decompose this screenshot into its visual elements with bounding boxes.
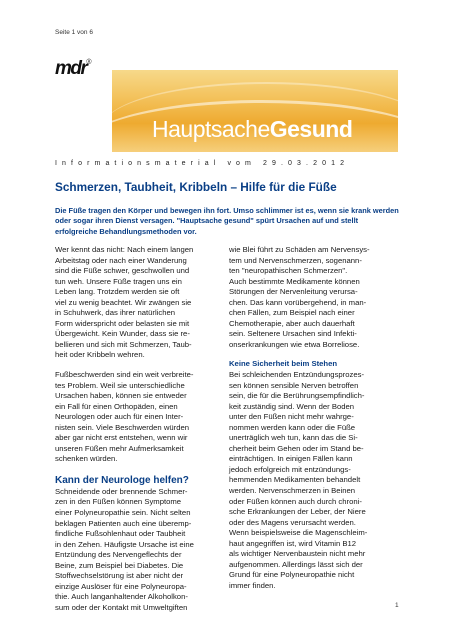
text-line: findliche Fußsohlenhaut oder Taubheit <box>55 529 186 539</box>
text-line: werden. Nervenschmerzen in Beinen <box>229 486 356 496</box>
text-line: Schneidende oder brennende Schmer- <box>55 486 188 496</box>
logo-registered-symbol: ® <box>86 59 92 66</box>
article-headline: Schmerzen, Taubheit, Kribbeln – Hilfe für die Füße <box>55 180 337 194</box>
mdr-logo <box>55 59 110 79</box>
text-line: unerträglich weh tun, kann das die Si- <box>229 433 358 443</box>
article-lead: Die Füße tragen den Körper und bewegen ihn fort. Umso schlimmer ist es, wenn sie krank werden oder sogar ihren Dienst versagen. "Hauptsache gesund" spürt Ursachen auf und stellt erfolgreiche Behandlungsmethoden vor. <box>55 206 399 236</box>
text-line: sche Erkrankungen der Leber, der Niere <box>229 507 366 517</box>
text-line: Auch bestimmte Medikamente können <box>229 276 360 286</box>
text-line: jedoch erfolgreich mit entzündungs- <box>229 464 351 474</box>
left-paragraph-2 <box>55 370 223 465</box>
text-line: Beine, zum Beispiel bei Diabetes. Die <box>55 560 184 570</box>
text-line: wie Blei führt zu Schäden am Nervensys- <box>229 245 370 254</box>
right-column <box>229 245 401 601</box>
text-line: Neurologen oder auch für einen Inter- <box>55 412 184 422</box>
text-line: cherheit beim Gehen oder im Stand be- <box>229 443 364 453</box>
hauptsache-gesund-banner <box>112 70 398 152</box>
banner-title <box>152 116 352 143</box>
text-line: immer finden. <box>229 580 276 590</box>
text-line: als wichtiger Nervenbaustein nicht mehr <box>229 549 366 559</box>
text-line: einzige Auslöser für eine Polyneuropa- <box>55 581 187 591</box>
text-line: ein Fall für einen Orthopäden, einen <box>55 401 178 411</box>
info-date-line: Informationsmaterial vom 29.03.2012 <box>55 160 350 167</box>
text-line: einer Polyneuropathie sein. Nicht selten <box>55 508 191 518</box>
left-paragraph-3 <box>55 487 223 614</box>
text-line: chen Fällen, zum Beispiel nach einer <box>229 308 355 318</box>
text-line: tes Problem. Weil sie unterschiedliche <box>55 380 185 390</box>
text-line: Wer kennt das nicht: Nach einem langen <box>55 245 194 254</box>
text-line: sen können sensible Nerven betroffen <box>229 380 359 390</box>
text-line: Form widerspricht oder belasten sie mit <box>55 318 190 328</box>
text-line: sein, die für die Berührungsempfindlich- <box>229 391 365 401</box>
banner-title-bold: Gesund <box>269 116 353 142</box>
text-line: schenken würden. <box>55 454 118 464</box>
text-line: unseren Füßen mehr Aufmerksamkeit <box>55 443 184 453</box>
text-line: nommen werden kann oder die Füße <box>229 422 356 432</box>
left-paragraph-1 <box>55 245 223 361</box>
text-line: oder des Magens verursacht werden. <box>229 517 356 527</box>
text-line: oder Füßen können auch durch chroni- <box>229 496 362 506</box>
text-line: Wenn beispielsweise die Magenschleim- <box>229 528 368 538</box>
text-line: keit zuständig sind. Wenn der Boden <box>229 401 355 411</box>
text-line: Entzündung des Nervengeflechts der <box>55 550 182 560</box>
text-line: Ursachen haben, können sie entweder <box>55 391 187 401</box>
text-line: Grund für eine Polyneuropathie nicht <box>229 570 355 580</box>
text-line: einträchtigen. In einigen Fällen kann <box>229 454 353 464</box>
text-line: Arbeitstag oder nach einer Wanderung <box>55 255 187 265</box>
text-line: Chemotherapie, aber auch dauerhaft <box>229 318 355 328</box>
right-paragraph-2 <box>229 370 401 591</box>
text-line: tun weh. Unsere Füße tragen uns ein <box>55 276 182 286</box>
text-line: sum oder der Kontakt mit Umweltgiften <box>55 602 188 612</box>
text-line: Fußbeschwerden sind ein weit verbreite- <box>55 370 194 380</box>
text-line: onserkrankungen wie etwa Borreliose. <box>229 339 360 349</box>
text-line: viel zu wenig beachtet. Wir zwängen sie <box>55 297 192 307</box>
text-line: haut angegriffen ist, wird Vitamin B12 <box>229 538 357 548</box>
banner-title-light: Hauptsache <box>152 116 270 142</box>
text-line: zen in den Füßen können Symptome <box>55 497 182 507</box>
text-line: thie. Auch langanhaltender Alkoholkon- <box>55 592 188 602</box>
left-column <box>55 245 223 623</box>
text-line: aber gar nicht erst entstehen, wenn wir <box>55 433 188 443</box>
text-line: heit oder Kribbeln wehren. <box>55 350 145 360</box>
logo-text: mdr <box>55 58 87 79</box>
subheading-sicherheit: Keine Sicherheit beim Stehen <box>229 359 338 369</box>
page-header: Seite 1 von 6 <box>55 29 93 36</box>
text-line: Stoffwechselstörung ist aber nicht der <box>55 571 184 581</box>
text-line: nisten sein. Viele Beschwerden würden <box>55 422 190 432</box>
text-line: beklagen Patienten auch eine überemp- <box>55 518 192 528</box>
text-line: unter den Füßen nicht mehr wahrge- <box>229 412 354 422</box>
text-line: sein. Seltenere Ursachen sind Infekti- <box>229 329 357 339</box>
text-line: hemmenden Medikamenten behandelt <box>229 475 361 485</box>
text-line: ten "neuropathischen Schmerzen". <box>229 266 348 276</box>
text-line: tem und Nervenschmerzen, sogenann- <box>229 255 362 265</box>
text-line: chen. Das kann vorübergehend, in man- <box>229 297 367 307</box>
text-line: Bei schleichenden Entzündungsprozes- <box>229 370 365 380</box>
text-line: in Schuhwerk, das ihrer natürlichen <box>55 308 176 318</box>
text-line: aufgenommen. Allerdings lässt sich der <box>229 559 363 569</box>
text-line: bellieren und sich mit Schmerzen, Taub- <box>55 339 192 349</box>
text-line: in den Zehen. Häufigste Ursache ist eine <box>55 539 194 549</box>
subheading-neurologe: Kann der Neurologe helfen? <box>55 474 189 486</box>
text-line: Störungen der Nervenleitung verursa- <box>229 287 358 297</box>
right-paragraph-1 <box>229 245 401 350</box>
text-line: sind die Füße schwer, geschwollen und <box>55 266 190 276</box>
page-number: 1 <box>395 602 399 609</box>
text-line: Übergewicht. Kein Wunder, dass sie re- <box>55 329 190 339</box>
text-line: Leben lang. Trotzdem werden sie oft <box>55 287 180 297</box>
